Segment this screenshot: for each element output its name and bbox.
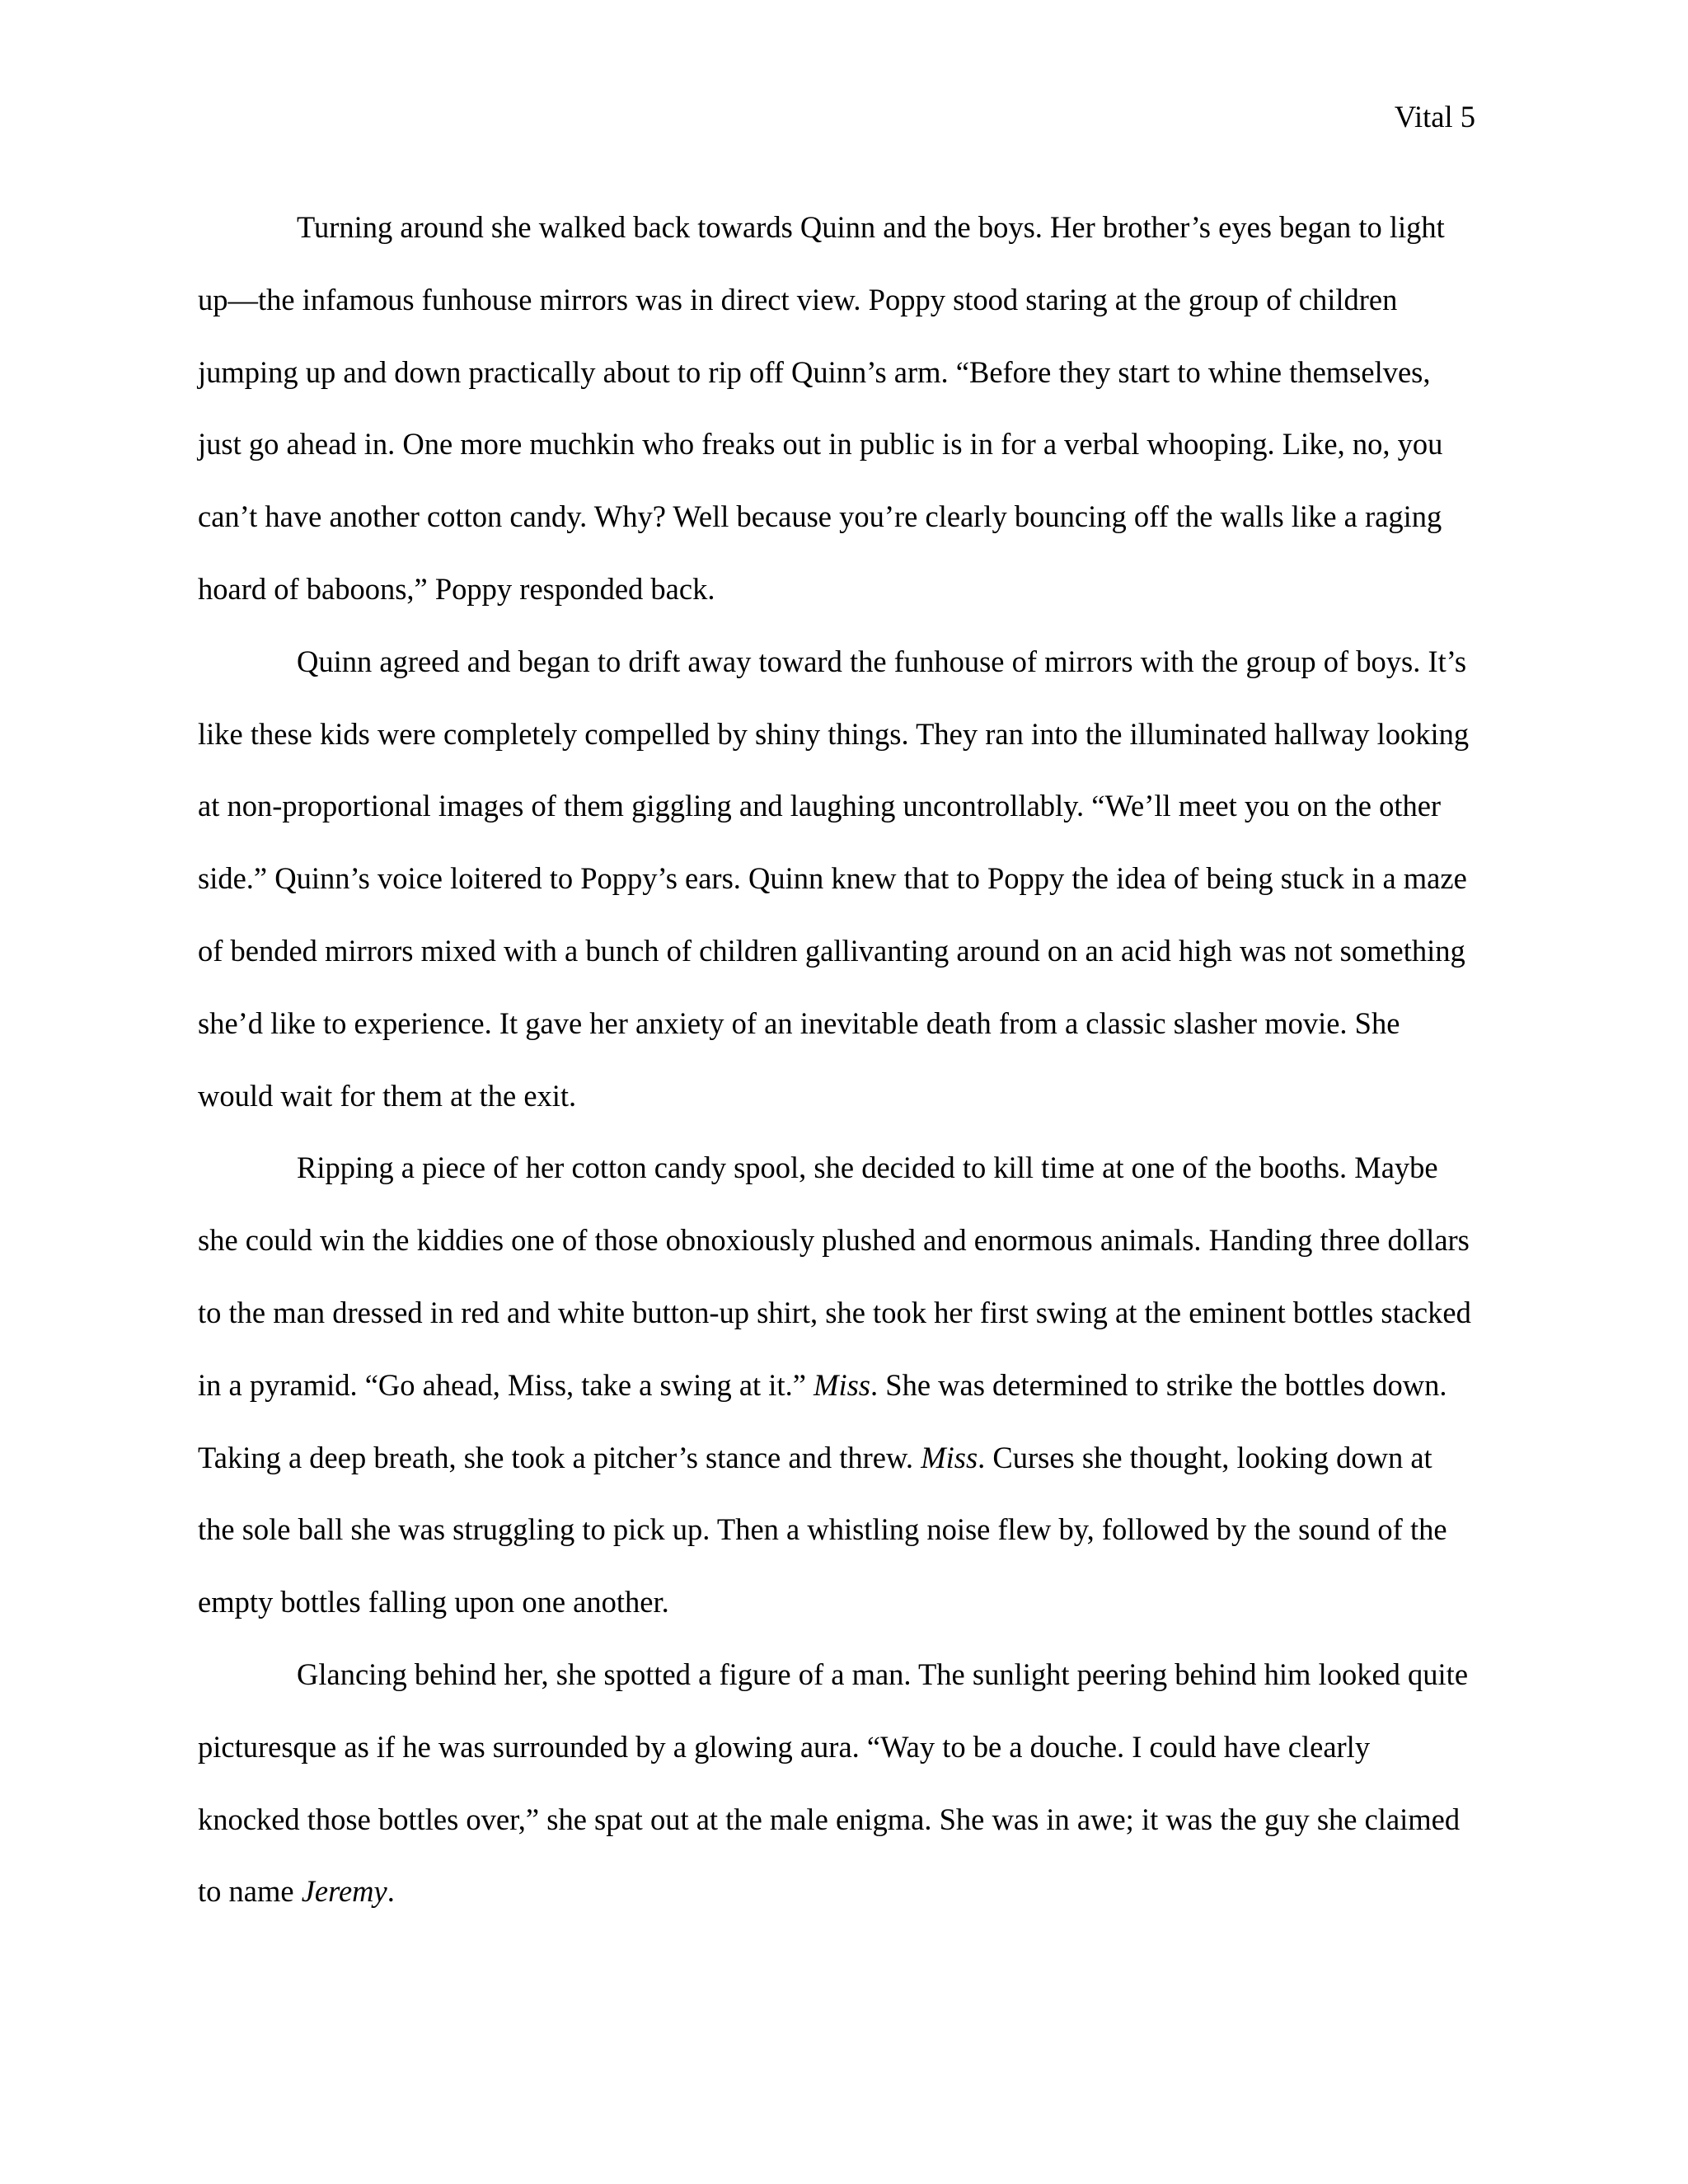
paragraph-text: Turning around she walked back towards Quinn and the boys. Her brother’s eyes began to light up—the infamous funhouse mirrors was in direct view. Poppy stood staring at the group of children jumping up and down practically about to rip off Quinn’s arm. “Before they start to whine themselves, just go ahead in. One more muchkin who freaks out in public is in for a verbal whooping. Like, no, you can’t have another cotton candy. Why? Well because you’re clearly bouncing off the walls like a raging hoard of baboons,” Poppy responded back. — [198, 210, 1445, 606]
running-head: Vital 5 — [1394, 100, 1475, 134]
paragraph-4 — [198, 1638, 1475, 1928]
paragraph-text: Quinn agreed and began to drift away toward the funhouse of mirrors with the group of boys. It’s like these kids were completely compelled by shiny things. They ran into the illuminated hallway looking at non-proportional images of them giggling and laughing uncontrollably. “We’ll meet you on the other side.” Quinn’s voice loitered to Poppy’s ears. Quinn knew that to Poppy the idea of being stuck in a maze of bended mirrors mixed with a bunch of children gallivanting around on an acid high was not something she’d like to experience. It gave her anxiety of an inevitable death from a classic slasher movie. She would wait for them at the exit. — [198, 644, 1470, 1113]
italic-word-jeremy: Jeremy — [301, 1874, 387, 1909]
paragraph-text: . She was determined to strike the bottles down. Taking a deep breath, she took a pitcher’s stance and threw. — [198, 1367, 1447, 1474]
paragraph-1 — [198, 191, 1475, 626]
paragraph-text: Ripping a piece of her cotton candy spool, she decided to kill time at one of the booths. Maybe she could win the kiddies one of those obnoxiously plushed and enormous animals. Handing three dollars to the man dressed in red and white button-up shirt, she took her first swing at the eminent bottles stacked in a pyramid. “Go ahead, Miss, take a swing at it.” — [198, 1151, 1471, 1402]
manuscript-body — [198, 191, 1475, 1928]
italic-word-miss: Miss — [814, 1367, 871, 1402]
paragraph-3 — [198, 1132, 1475, 1638]
paragraph-text: . Curses she thought, looking down at the sole ball she was struggling to pick up. Then a whistling noise flew by, followed by the sound of the empty bottles falling upon one another. — [198, 1440, 1447, 1619]
paragraph-2 — [198, 626, 1475, 1132]
italic-word-miss: Miss — [921, 1440, 978, 1474]
paragraph-text: . — [387, 1874, 395, 1909]
paragraph-text: Glancing behind her, she spotted a figure of a man. The sunlight peering behind him looked quite picturesque as if he was surrounded by a glowing aura. “Way to be a douche. I could have clearly knocked those bottles over,” she spat out at the male enigma. She was in awe; it was the guy she claimed to name — [198, 1657, 1469, 1909]
